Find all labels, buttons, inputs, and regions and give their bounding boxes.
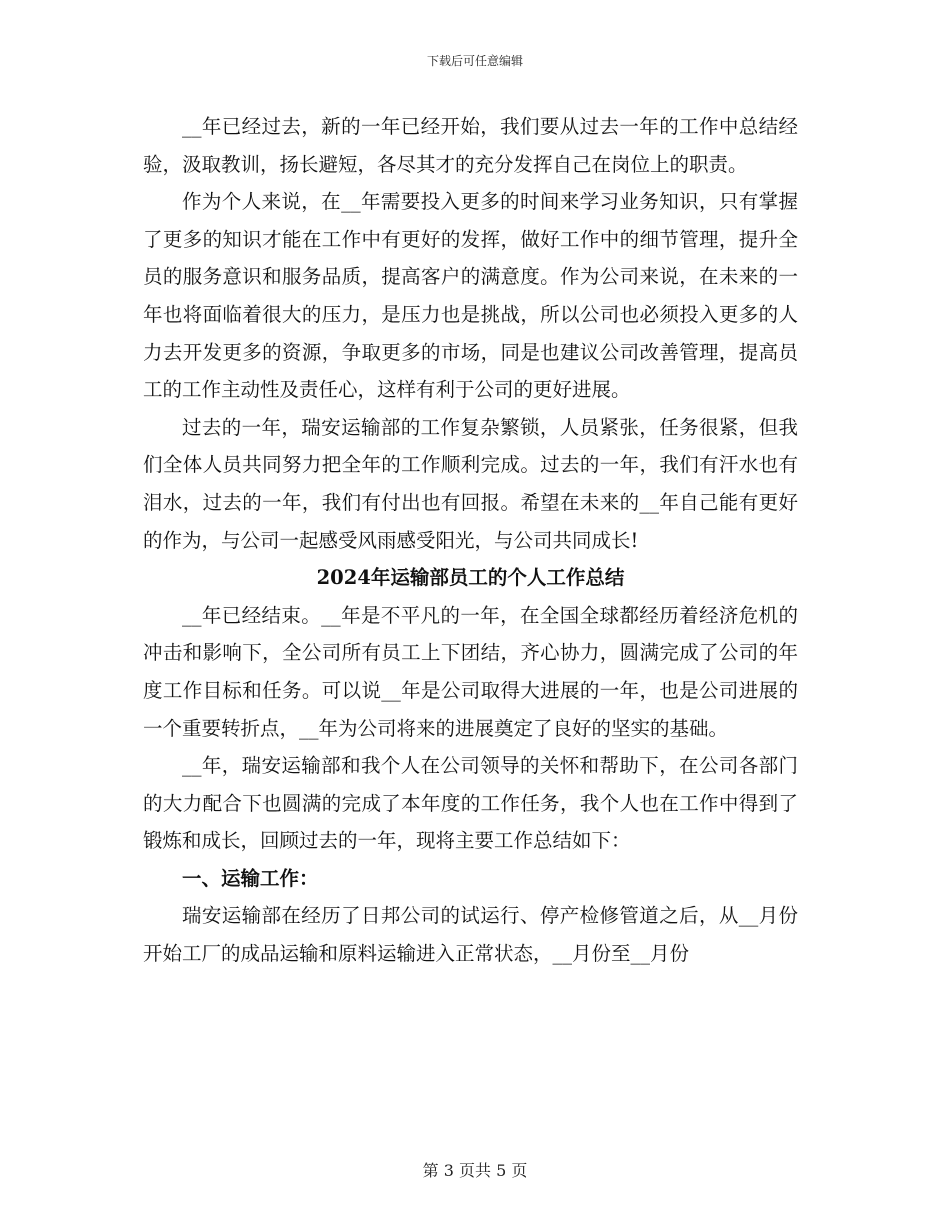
document-body (143, 108, 798, 973)
section-heading-transport: 一、运输工作： (182, 866, 319, 890)
page-header: 下载后可任意编辑 (426, 54, 523, 68)
paragraph-3: 过去的一年，瑞安运输部的工作复杂繁锁，人员紧张，任务很紧，但我们全体人员共同努力把全年的工作顺利完成。过去的一年，我们有汗水也有泪水，过去的一年，我们有付出也有回报。希望在未来的__年自己能有更好的作为，与公司一起感受风雨感受阳光，与公司共同成长! (143, 415, 798, 552)
paragraph-6: 瑞安运输部在经历了日邦公司的试运行、停产检修管道之后，从__月份开始工厂的成品运输和原料运输进入正常状态，__月份至__月份 (143, 904, 798, 966)
paragraph-5: __年，瑞安运输部和我个人在公司领导的关怀和帮助下，在公司各部门的大力配合下也圆满的完成了本年度的工作任务，我个人也在工作中得到了锻炼和成长，回顾过去的一年，现将主要工作总结如下： (143, 754, 798, 853)
paragraph-4: __年已经结束。__年是不平凡的一年，在全国全球都经历着经济危机的冲击和影响下，全公司所有员工上下团结，齐心协力，圆满完成了公司的年度工作目标和任务。可以说__年是公司取得大进展的一年，也是公司进展的一个重要转折点，__年为公司将来的进展奠定了良好的坚实的基础。 (143, 603, 798, 740)
paragraph-1: __年已经过去，新的一年已经开始，我们要从过去一年的工作中总结经验，汲取教训，扬长避短，各尽其才的充分发挥自己在岗位上的职责。 (143, 115, 798, 176)
paragraph-2: 作为个人来说，在__年需要投入更多的时间来学习业务知识，只有掌握了更多的知识才能在工作中有更好的发挥，做好工作中的细节管理，提升全员的服务意识和服务品质，提高客户的满意度。作为公司来说，在未来的一年也将面临着很大的压力，是压力也是挑战，所以公司也必须投入更多的人力去开发更多的资源，争取更多的市场，同是也建议公司改善管理，提高员工的工作主动性及责任心，这样有利于公司的更好进展。 (143, 190, 798, 402)
page-footer: 第 3 页共 5 页 (422, 1161, 528, 1180)
document-title: 2024年运输部员工的个人工作总结 (316, 566, 625, 590)
